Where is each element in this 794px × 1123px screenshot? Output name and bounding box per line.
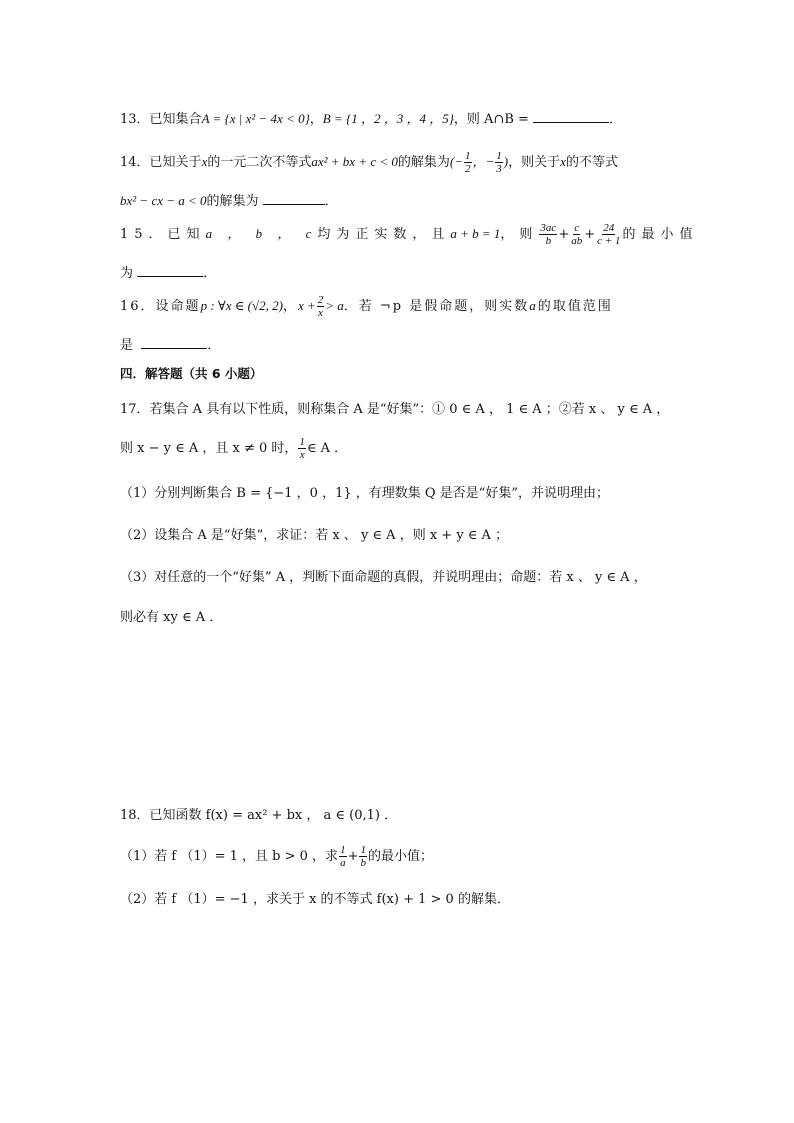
q14-interval: ，− [472, 154, 495, 169]
q13-text-pre: 已知集合 [149, 112, 202, 127]
question-18-sub-2: （2）若 f （1）= −1 ，求关于 x 的不等式 f(x) + 1 > 0 的解集． [120, 892, 510, 907]
question-17-sub-1: （1）分别判断集合 B = {−1 ，0 ，1} ，有理数集 Q 是否是“好集”，并说明理由； [120, 486, 609, 501]
q18-text: （1）若 f （1）= 1 ，且 b > 0 ，求 [120, 849, 339, 864]
q17-fraction [298, 436, 306, 461]
section-4-title: 四．解答题（共 6 小题） [120, 366, 263, 381]
question-15-line-2 [120, 262, 216, 281]
frac-num: 1 [360, 844, 366, 856]
frac-num: 3ac [540, 222, 557, 234]
q15-text: 均为正实数，且 [317, 227, 451, 242]
question-13 [120, 108, 622, 127]
q15-fraction-3 [596, 222, 621, 247]
q14-inequality-2: bx² − cx − a < 0 [120, 193, 207, 208]
q14-interval: ) [503, 154, 509, 169]
frac-num: 2 [317, 294, 324, 306]
q16-text: ．若 ¬p 是假命题，则实数 [343, 299, 530, 314]
q14-answer-blank[interactable] [263, 192, 325, 205]
q15-fraction-2 [570, 222, 583, 247]
q16-fraction [317, 294, 325, 319]
q15-number: 15． [120, 227, 168, 242]
q16-text: 是 [120, 338, 134, 353]
q14-text: 的一元二次不等式 [207, 155, 312, 170]
frac-den: 2 [465, 163, 471, 175]
q14-text: 已知关于 [149, 155, 202, 170]
q14-fraction-1 [464, 150, 472, 175]
q16-proposition: p : ∀x ∈ (√2, 2) [200, 298, 283, 313]
question-15-line-1 [120, 222, 698, 247]
frac-den: ab [571, 235, 583, 247]
q15-text: 已知 [167, 227, 206, 242]
q15-text: 的最小值 [622, 227, 699, 242]
question-18-line-1: 18．已知函数 f(x) = ax² + bx ， a ∈ (0,1) ． [120, 808, 398, 823]
q14-var-x: x [201, 154, 208, 169]
q16-var-a: a [529, 298, 538, 313]
frac-den: 3 [496, 163, 502, 175]
frac-den: c + 1 [597, 235, 621, 247]
frac-den: b [545, 235, 552, 247]
q18-plus: + [347, 849, 359, 864]
q16-number: 16． [120, 299, 156, 314]
frac-den: x [318, 307, 323, 319]
frac-den: x [299, 449, 305, 461]
q14-interval: (− [449, 154, 464, 169]
question-16-line-1 [120, 294, 613, 319]
question-17-line-2 [120, 436, 347, 461]
frac-num: 24 [603, 222, 615, 234]
q14-fraction-2 [495, 150, 503, 175]
frac-num: 1 [299, 436, 305, 448]
frac-num: 1 [340, 844, 346, 856]
q15-vars: a ， b ， c [205, 226, 318, 241]
q15-plus: + [558, 227, 570, 242]
q15-expression [538, 222, 622, 247]
question-16-line-2 [120, 334, 220, 353]
q17-text: 则 x − y ∈ A ，且 x ≠ 0 时， [120, 441, 298, 456]
q13-sep: ， [309, 112, 323, 127]
q15-condition: a + b = 1 [450, 226, 501, 241]
q13-set-a: A = {x | x² − 4x < 0} [201, 111, 310, 126]
frac-num: 1 [465, 150, 471, 162]
q14-var-x: x [560, 154, 566, 169]
question-18-sub-1 [120, 844, 433, 869]
q17-text: ∈ A ． [306, 441, 348, 456]
q14-end: ． [324, 194, 338, 209]
q15-answer-blank[interactable] [137, 264, 203, 277]
q14-text: ，则关于 [508, 155, 561, 170]
frac-den: a [340, 857, 346, 869]
q14-text: 的不等式 [565, 155, 618, 170]
q16-text: 设命题 [155, 299, 201, 314]
q13-text-post: ，则 A∩B = [453, 112, 534, 127]
q15-text: ，则 [500, 227, 539, 242]
question-17-sub-3-line-1: （3）对任意的一个“好集” A ，判断下面命题的真假，并说明理由；命题：若 x 、 y ∈ A ， [120, 570, 647, 585]
q18-fraction-2 [359, 844, 367, 869]
q16-text: 的取值范围 [537, 299, 613, 314]
q15-end: ． [203, 266, 217, 281]
question-17-line-1: 17．若集合 A 具有以下性质，则称集合 A 是“好集”：① 0 ∈ A ， 1 ∈ A ；②若 x 、 y ∈ A ， [120, 402, 670, 417]
q14-text: 的解集为 [206, 194, 259, 209]
q16-end: ． [207, 338, 221, 353]
question-17-sub-3-line-2: 则必有 xy ∈ A ． [120, 610, 223, 625]
q15-plus: + [584, 227, 596, 242]
q18-fraction-1 [339, 844, 347, 869]
frac-num: c [574, 222, 580, 234]
q15-fraction-1 [539, 222, 557, 247]
question-14-line-1 [120, 150, 618, 175]
q16-expr: x + [297, 298, 316, 313]
q13-end: ． [609, 112, 623, 127]
q13-set-b: B = {1 ，2 ，3 ，4 ，5} [322, 111, 454, 126]
q16-answer-blank[interactable] [141, 336, 207, 349]
question-17-sub-2: （2）设集合 A 是“好集”，求证：若 x 、 y ∈ A ，则 x + y ∈ A ； [120, 528, 509, 543]
frac-num: 1 [496, 150, 502, 162]
question-14-line-2 [120, 190, 338, 209]
q16-expr: > a [325, 298, 344, 313]
q13-answer-blank[interactable] [533, 110, 609, 123]
q14-inequality-1: ax² + bx + c < 0 [311, 154, 398, 169]
q18-text: 的最小值； [367, 849, 433, 864]
q16-sep: ， [282, 299, 298, 314]
q15-text: 为 [120, 266, 134, 281]
q13-number: 13． [120, 112, 150, 127]
frac-den: b [360, 857, 366, 869]
q14-number: 14． [120, 155, 150, 170]
q14-text: 的解集为 [397, 155, 450, 170]
